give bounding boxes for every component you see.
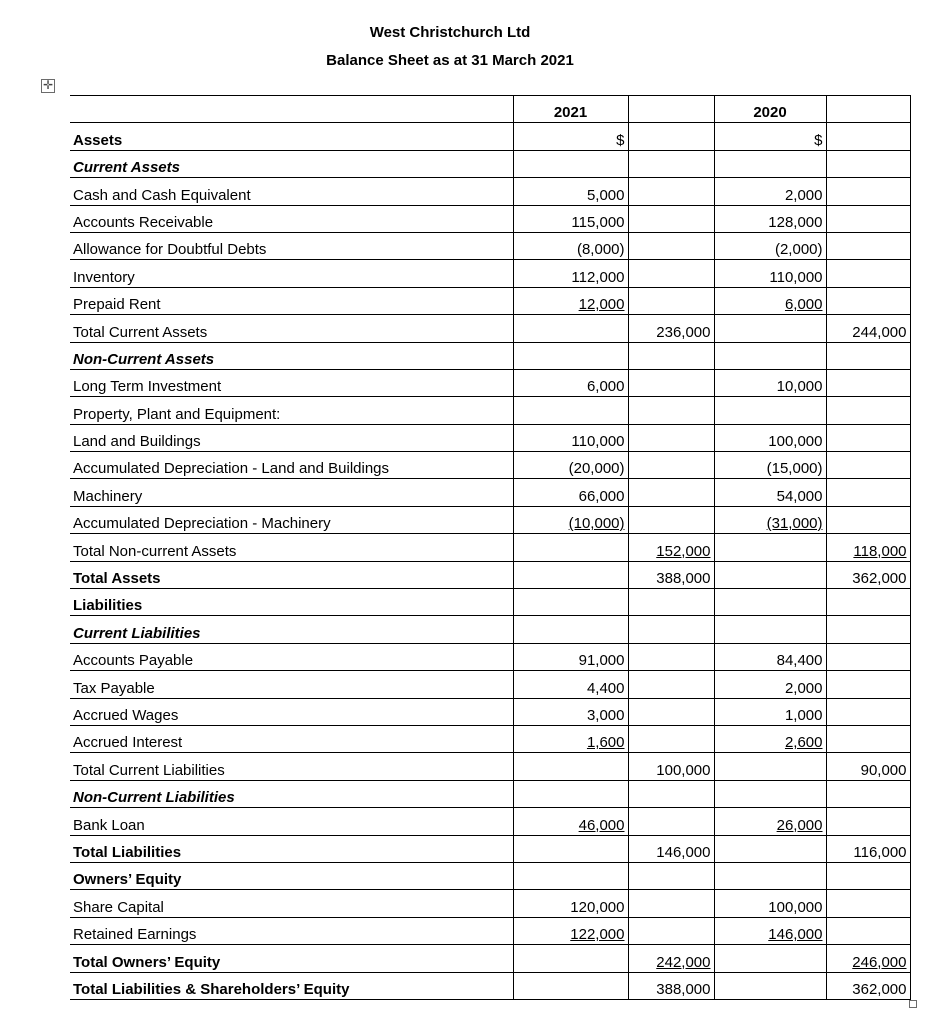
empty-cell xyxy=(826,862,910,889)
table-row xyxy=(70,890,910,917)
amount-cell xyxy=(513,725,628,752)
amount-cell xyxy=(714,178,826,205)
table-row xyxy=(70,260,910,287)
amount-c4: 116,000 xyxy=(853,843,907,861)
empty-cell xyxy=(513,945,628,972)
amount-cell xyxy=(513,369,628,396)
table-row xyxy=(70,945,910,972)
empty-cell xyxy=(628,698,714,725)
table-row xyxy=(70,671,910,698)
empty-cell xyxy=(826,424,910,451)
table-row xyxy=(70,397,910,424)
table-row xyxy=(70,315,910,342)
table-row xyxy=(70,725,910,752)
empty-cell xyxy=(513,589,628,616)
table-row xyxy=(70,780,910,807)
amount-cell xyxy=(826,753,910,780)
amount-c4: 90,000 xyxy=(860,761,907,779)
empty-cell xyxy=(714,534,826,561)
empty-cell xyxy=(826,917,910,944)
amount-cell xyxy=(513,479,628,506)
amount-cell xyxy=(714,369,826,396)
amount-cell xyxy=(628,945,714,972)
amount-c3: 6,000 xyxy=(784,296,823,314)
amount-c1: 110,000 xyxy=(571,433,625,451)
row-label: Retained Earnings xyxy=(70,917,513,944)
empty-cell xyxy=(826,589,910,616)
amount-cell xyxy=(714,671,826,698)
amount-cell xyxy=(714,808,826,835)
empty-cell xyxy=(628,369,714,396)
empty-cell xyxy=(826,890,910,917)
amount-cell xyxy=(513,178,628,205)
year-prior-header: 2020 xyxy=(714,96,826,123)
empty-cell xyxy=(826,479,910,506)
table-row xyxy=(70,232,910,259)
empty-cell xyxy=(826,369,910,396)
row-label: Accrued Wages xyxy=(70,698,513,725)
table-row xyxy=(70,561,910,588)
table-row xyxy=(70,589,910,616)
empty-cell xyxy=(826,205,910,232)
row-label: Inventory xyxy=(70,260,513,287)
empty-cell xyxy=(628,589,714,616)
amount-cell xyxy=(826,835,910,862)
amount-c1: 3,000 xyxy=(586,706,625,724)
row-label: Long Term Investment xyxy=(70,369,513,396)
empty-cell xyxy=(628,397,714,424)
row-label: Land and Buildings xyxy=(70,424,513,451)
empty-cell xyxy=(628,671,714,698)
empty-cell xyxy=(513,534,628,561)
empty-cell xyxy=(628,808,714,835)
amount-c1: 6,000 xyxy=(586,378,625,396)
table-row xyxy=(70,452,910,479)
empty-cell xyxy=(628,178,714,205)
empty-cell xyxy=(628,232,714,259)
amount-cell xyxy=(513,232,628,259)
amount-cell xyxy=(513,890,628,917)
empty-cell xyxy=(513,780,628,807)
row-label: Non-Current Liabilities xyxy=(70,780,513,807)
amount-c3: 54,000 xyxy=(776,487,823,505)
empty-cell xyxy=(513,972,628,999)
empty-cell xyxy=(628,725,714,752)
empty-cell xyxy=(826,698,910,725)
amount-c3: 2,600 xyxy=(784,734,823,752)
amount-cell xyxy=(826,561,910,588)
amount-c2: 100,000 xyxy=(656,761,711,779)
amount-c3: 100,000 xyxy=(768,433,823,451)
amount-c1: 122,000 xyxy=(570,926,625,944)
empty-cell xyxy=(714,315,826,342)
company-name: West Christchurch Ltd xyxy=(369,24,531,41)
empty-cell xyxy=(513,150,628,177)
amount-c1: (20,000) xyxy=(568,460,625,478)
amount-cell xyxy=(714,452,826,479)
table-row xyxy=(70,972,910,999)
empty-cell xyxy=(714,780,826,807)
amount-c3: 26,000 xyxy=(776,816,823,834)
row-label: Total Liabilities xyxy=(70,835,513,862)
empty-cell xyxy=(826,260,910,287)
amount-cell xyxy=(714,479,826,506)
empty-cell xyxy=(714,616,826,643)
row-label: Non-Current Assets xyxy=(70,342,513,369)
table-row xyxy=(70,342,910,369)
amount-cell xyxy=(714,643,826,670)
row-label: Total Liabilities & Shareholders’ Equity xyxy=(70,972,513,999)
table-row xyxy=(70,808,910,835)
amount-cell xyxy=(628,561,714,588)
row-label: Allowance for Doubtful Debts xyxy=(70,232,513,259)
row-label: Accounts Payable xyxy=(70,643,513,670)
empty-cell xyxy=(826,232,910,259)
table-row xyxy=(70,917,910,944)
amount-cell xyxy=(826,315,910,342)
year-current-header: 2021 xyxy=(513,96,628,123)
empty-cell xyxy=(714,835,826,862)
amount-c3: 2,000 xyxy=(784,186,823,204)
table-row xyxy=(70,698,910,725)
amount-cell xyxy=(628,534,714,561)
table-row xyxy=(70,150,910,177)
empty-cell xyxy=(826,808,910,835)
balance-sheet-table xyxy=(70,95,911,1000)
amount-cell xyxy=(513,917,628,944)
empty-cell xyxy=(826,780,910,807)
amount-cell xyxy=(513,698,628,725)
amount-c4: 362,000 xyxy=(852,570,907,588)
empty-cell xyxy=(826,506,910,533)
row-label: Share Capital xyxy=(70,890,513,917)
amount-c2: 236,000 xyxy=(656,323,711,341)
empty-cell xyxy=(714,397,826,424)
amount-c2: 388,000 xyxy=(656,570,711,588)
amount-c2: 388,000 xyxy=(656,980,711,998)
amount-c3: 146,000 xyxy=(768,926,823,944)
amount-cell xyxy=(714,205,826,232)
empty-cell xyxy=(628,506,714,533)
empty-cell xyxy=(714,972,826,999)
row-label: Prepaid Rent xyxy=(70,287,513,314)
table-row xyxy=(70,534,910,561)
empty-cell xyxy=(628,205,714,232)
amount-cell xyxy=(826,972,910,999)
amount-c2: 146,000 xyxy=(656,843,711,861)
empty-cell xyxy=(714,150,826,177)
table-move-handle-icon[interactable]: ✛ xyxy=(42,78,54,92)
year-header-row xyxy=(70,96,910,123)
empty-cell xyxy=(628,150,714,177)
amount-cell xyxy=(513,643,628,670)
table-row xyxy=(70,287,910,314)
amount-cell xyxy=(714,260,826,287)
amount-cell xyxy=(513,205,628,232)
amount-cell xyxy=(714,725,826,752)
amount-cell xyxy=(513,424,628,451)
empty-cell xyxy=(826,287,910,314)
amount-c4: 362,000 xyxy=(852,980,907,998)
row-label: Total Owners’ Equity xyxy=(70,945,513,972)
empty-cell xyxy=(513,397,628,424)
amount-c1: 4,400 xyxy=(586,679,625,697)
amount-c3: (15,000) xyxy=(766,460,823,478)
amount-c4: 244,000 xyxy=(852,323,907,341)
row-label: Total Current Liabilities xyxy=(70,753,513,780)
table-row xyxy=(70,506,910,533)
empty-cell xyxy=(513,835,628,862)
row-label: Machinery xyxy=(70,479,513,506)
empty-cell xyxy=(628,452,714,479)
empty-cell xyxy=(628,917,714,944)
empty-cell xyxy=(628,643,714,670)
amount-cell xyxy=(513,287,628,314)
empty-cell xyxy=(628,287,714,314)
empty-cell xyxy=(513,561,628,588)
row-label: Current Liabilities xyxy=(70,616,513,643)
table-row xyxy=(70,753,910,780)
amount-c1: (8,000) xyxy=(576,241,625,259)
empty-cell xyxy=(826,671,910,698)
amount-c3: (31,000) xyxy=(766,515,823,533)
amount-cell xyxy=(714,232,826,259)
empty-cell xyxy=(714,945,826,972)
amount-c1: 66,000 xyxy=(578,487,625,505)
empty-cell xyxy=(628,890,714,917)
amount-cell xyxy=(628,753,714,780)
amount-c3: 100,000 xyxy=(768,898,823,916)
statement-title: Balance Sheet as at 31 March 2021 xyxy=(326,52,574,69)
table-row xyxy=(70,616,910,643)
empty-cell xyxy=(628,862,714,889)
table-row xyxy=(70,424,910,451)
amount-c1: 1,600 xyxy=(586,734,625,752)
empty-cell xyxy=(513,616,628,643)
amount-cell xyxy=(714,698,826,725)
amount-cell xyxy=(513,671,628,698)
row-label: Owners’ Equity xyxy=(70,862,513,889)
empty-cell xyxy=(714,862,826,889)
empty-cell xyxy=(628,424,714,451)
amount-cell xyxy=(513,506,628,533)
empty-cell xyxy=(714,753,826,780)
amount-cell xyxy=(628,835,714,862)
table-row xyxy=(70,479,910,506)
amount-cell xyxy=(714,917,826,944)
row-label: Assets xyxy=(70,123,513,150)
amount-cell xyxy=(714,424,826,451)
amount-c1: 120,000 xyxy=(570,898,625,916)
row-label: Liabilities xyxy=(70,589,513,616)
table-row xyxy=(70,369,910,396)
empty-cell xyxy=(513,315,628,342)
empty-cell xyxy=(513,753,628,780)
amount-c3: (2,000) xyxy=(774,241,823,259)
amount-cell xyxy=(826,945,910,972)
row-label: Cash and Cash Equivalent xyxy=(70,178,513,205)
amount-c2: 152,000 xyxy=(656,542,711,560)
empty-cell xyxy=(826,643,910,670)
empty-cell xyxy=(628,616,714,643)
row-label: Current Assets xyxy=(70,150,513,177)
empty-cell xyxy=(826,616,910,643)
empty-cell xyxy=(628,260,714,287)
table-resize-handle-icon[interactable] xyxy=(909,1000,917,1008)
empty-cell xyxy=(826,123,910,150)
row-label: Accounts Receivable xyxy=(70,205,513,232)
currency-symbol: $ xyxy=(513,123,628,150)
amount-c1: 91,000 xyxy=(578,652,625,670)
row-label: Total Non-current Assets xyxy=(70,534,513,561)
empty-cell xyxy=(628,123,714,150)
empty-cell xyxy=(826,178,910,205)
amount-cell xyxy=(826,534,910,561)
amount-c1: 46,000 xyxy=(578,816,625,834)
empty-cell xyxy=(628,780,714,807)
row-label: Accumulated Depreciation - Land and Buildings xyxy=(70,452,513,479)
amount-cell xyxy=(628,315,714,342)
row-label: Total Current Assets xyxy=(70,315,513,342)
amount-c1: 112,000 xyxy=(571,268,625,286)
amount-c3: 128,000 xyxy=(768,213,823,231)
empty-cell xyxy=(826,397,910,424)
amount-cell xyxy=(714,287,826,314)
table-row xyxy=(70,123,910,150)
empty-cell xyxy=(628,479,714,506)
empty-cell xyxy=(513,862,628,889)
row-label: Tax Payable xyxy=(70,671,513,698)
amount-cell xyxy=(513,808,628,835)
empty-cell xyxy=(628,342,714,369)
row-label: Total Assets xyxy=(70,561,513,588)
amount-cell xyxy=(513,452,628,479)
table-row xyxy=(70,643,910,670)
row-label: Accumulated Depreciation - Machinery xyxy=(70,506,513,533)
empty-cell xyxy=(714,342,826,369)
amount-cell xyxy=(714,890,826,917)
row-label: Bank Loan xyxy=(70,808,513,835)
empty-cell xyxy=(826,725,910,752)
amount-c3: 10,000 xyxy=(776,378,823,396)
table-row xyxy=(70,862,910,889)
amount-c3: 1,000 xyxy=(784,706,823,724)
currency-symbol: $ xyxy=(714,123,826,150)
table-row xyxy=(70,178,910,205)
amount-c1: 12,000 xyxy=(578,296,625,314)
amount-c3: 84,400 xyxy=(776,652,823,670)
amount-c3: 110,000 xyxy=(769,268,823,286)
table-row xyxy=(70,205,910,232)
amount-c4: 118,000 xyxy=(853,542,907,560)
row-label: Accrued Interest xyxy=(70,725,513,752)
amount-c2: 242,000 xyxy=(656,953,711,971)
amount-c1: 115,000 xyxy=(571,213,625,231)
empty-cell xyxy=(826,452,910,479)
row-label: Property, Plant and Equipment: xyxy=(70,397,513,424)
table-row xyxy=(70,835,910,862)
amount-cell xyxy=(513,260,628,287)
empty-cell xyxy=(513,342,628,369)
empty-cell xyxy=(714,561,826,588)
amount-c4: 246,000 xyxy=(852,953,907,971)
amount-c1: (10,000) xyxy=(568,515,625,533)
empty-cell xyxy=(826,342,910,369)
empty-cell xyxy=(714,589,826,616)
amount-c1: 5,000 xyxy=(586,186,625,204)
amount-cell xyxy=(628,972,714,999)
amount-cell xyxy=(714,506,826,533)
amount-c3: 2,000 xyxy=(784,679,823,697)
empty-cell xyxy=(826,150,910,177)
